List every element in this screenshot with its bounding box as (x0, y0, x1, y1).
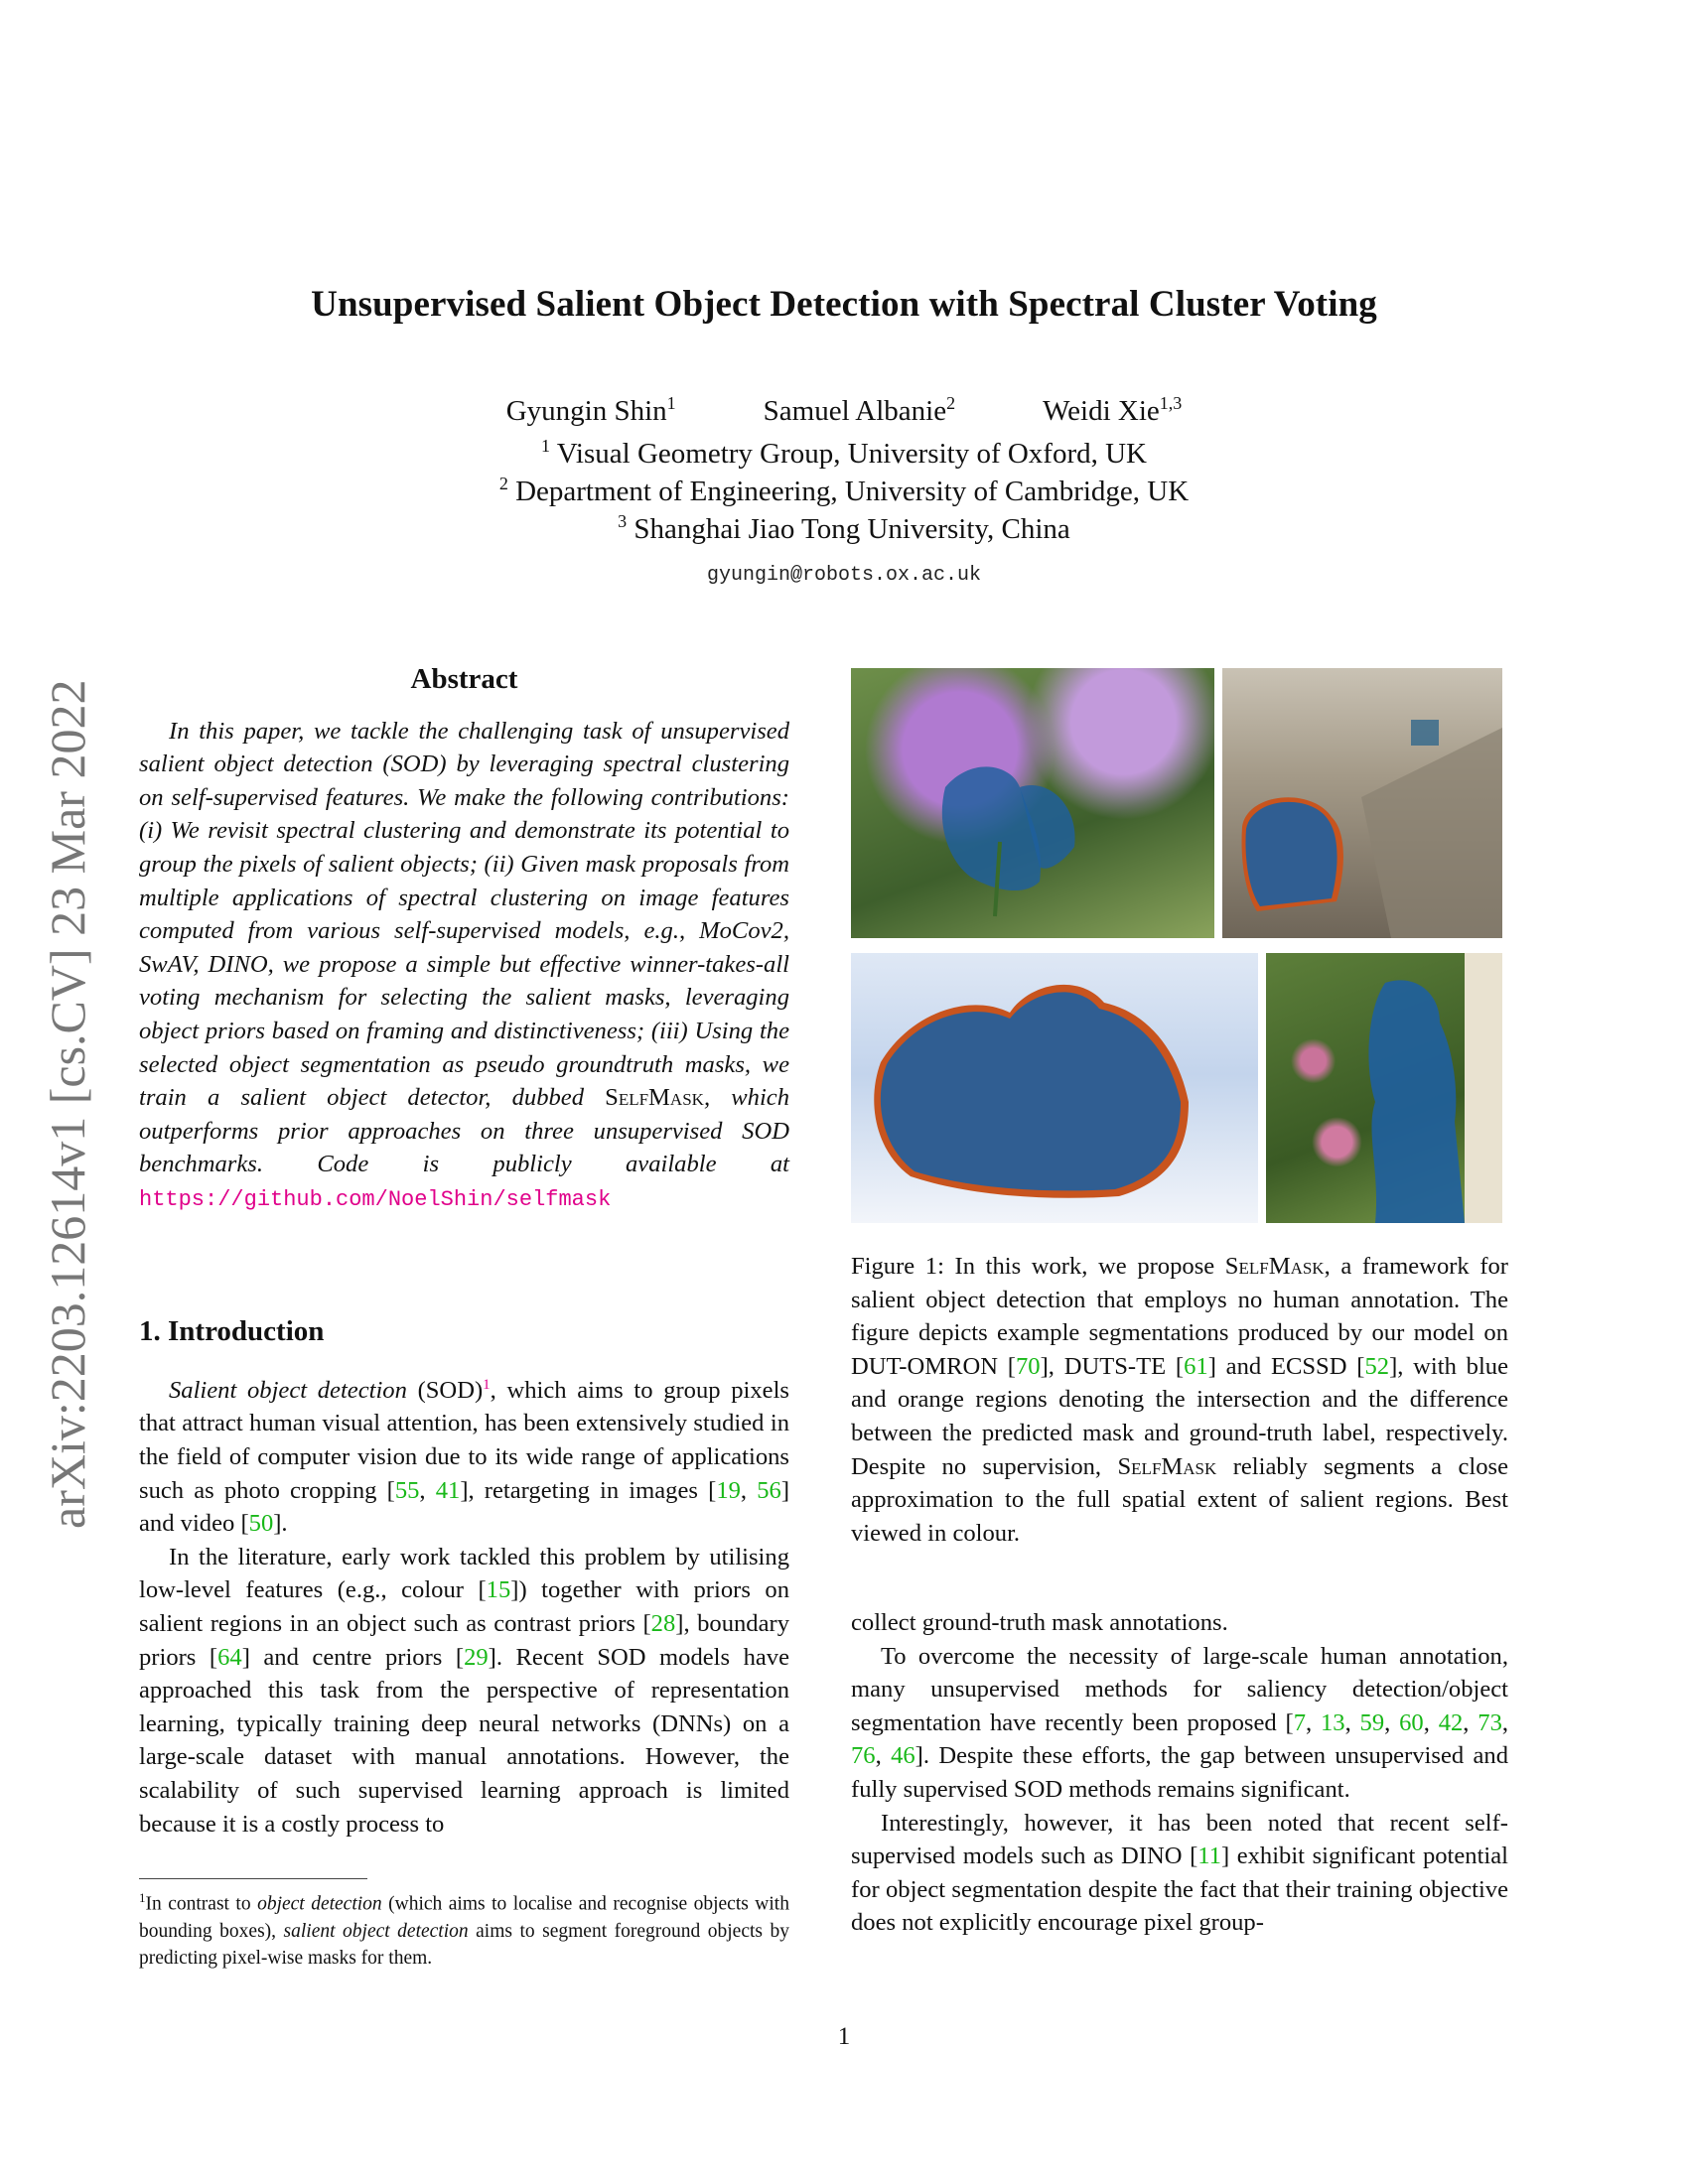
paragraph: To overcome the necessity of large-scale human annotation, many unsupervised methods for saliency detection/object segmentation have recently been proposed [7, 13, 59, 60, 42, 73, 76, 46]. Despite these efforts, the gap between unsupervised and fully supervised SOD methods remains significant. (851, 1642, 1509, 1803)
author-list (0, 395, 1688, 428)
abstract-section (139, 663, 789, 1217)
page-number: 1 (837, 2023, 851, 2050)
affiliation: $^1$ Visual Geometry Group, University of Oxford, UK (541, 436, 1147, 470)
figure-photo-armchair (1222, 668, 1502, 938)
paper-title: Unsupervised Salient Object Detection with Spectral Cluster Voting (311, 284, 1377, 325)
figure-photo-butterfly (851, 668, 1214, 938)
paragraph: collect ground-truth mask annotations. (851, 1609, 1228, 1636)
code-link[interactable]: https://github.com/NoelShin/selfmask (139, 1186, 612, 1212)
abstract-heading: Abstract (410, 663, 518, 695)
paragraph: Interestingly, however, it has been noted that recent self-supervised models such as DINO [11] exhibit significant potential for object segmentation despite the fact that their training objective does not explicitly encourage pixel group- (851, 1809, 1508, 1937)
segmentation-mask (851, 953, 1258, 1223)
segmentation-mask (851, 668, 1214, 938)
footnote-rule (139, 1878, 367, 1879)
paragraph: Salient object detection (SOD)$^1$, which aims to group pixels that attract human visual attention, has been extensively studied in the field of computer vision due to its wide range of applications such as photo cropping [55, 41], retargeting in images [19, 56] and video [50]. (139, 1376, 790, 1538)
author: Weidi Xie$^{1,3}$ (1043, 393, 1183, 427)
author: Samuel Albanie$^2$ (763, 393, 956, 427)
affiliation: $^2$ Department of Engineering, University of Cambridge, UK (498, 474, 1190, 507)
author: Gyungin Shin$^1$ (505, 393, 676, 427)
footnote-marker[interactable]: 1 (483, 1376, 491, 1393)
figure-photo-woman-garden (1266, 953, 1502, 1223)
figure-caption: Figure 1: In this work, we propose SelfMask, a framework for salient object detection that employs no human annotation. The figure depicts example segmentations produced by our model on DUT-OMRON [70], DUTS-TE [61] and ECSSD [52], with blue and orange regions denoting the intersection and the difference between the predicted mask and ground-truth label, respectively. Despite no supervision, SelfMask reliably segments a close approximation to the full spatial extent of salient regions. Best viewed in colour. (851, 1253, 1509, 1547)
section-heading: 1. Introduction (139, 1315, 325, 1347)
introduction-section (139, 1315, 789, 1841)
paragraph: In the literature, early work tackled this problem by utilising low-level features (e.g., colour [15]) together with priors on salient regions in an object such as contrast priors [28], boundary priors [64] and centre priors [29]. Recent SOD models have approached this task from the perspective of representation learning, typically training deep neural networks (DNNs) on a large-scale dataset with manual annotations. However, the scalability of such supervised learning approach is limited because it is a costly process to (139, 1543, 790, 1838)
segmentation-mask (1266, 953, 1502, 1223)
arxiv-stamp: arXiv:2203.12614v1 [cs.CV] 23 Mar 2022 (40, 679, 95, 1529)
abstract-body: In this paper, we tackle the challenging task of unsupervised salient object detection (SOD) by leveraging spectral clustering on self-supervised features. We make the following contributions: (i) We revisit spectral clustering and demonstrate its potential to group the pixels of salient objects; (ii) Given mask proposals from multiple applications of spectral clustering on image features computed from various self-supervised models, e.g., MoCov2, SwAV, DINO, we propose a simple but effective winner-takes-all voting mechanism for selecting the salient masks, leveraging object priors based on framing and distinctiveness; (iii) Using the selected object segmentation as pseudo groundtruth masks, we train a salient object detector, dubbed SelfMask, which outperforms prior approaches on three unsupervised SOD benchmarks. Code is publicly available at https://github.com/NoelShin/selfmask (139, 717, 789, 1212)
figure-photo-polar-bears (851, 953, 1258, 1223)
right-column-text (851, 1606, 1508, 1940)
email[interactable]: gyungin@robots.ox.ac.uk (706, 564, 982, 587)
segmentation-mask (1222, 668, 1502, 938)
footnote: $^1$In contrast to object detection (which aims to localise and recognise objects with bounding boxes), salient object detection aims to segment foreground objects by predicting pixel-wise masks for them. (139, 1890, 789, 1969)
affiliation: $^3$ Shanghai Jiao Tong University, China (618, 511, 1070, 545)
